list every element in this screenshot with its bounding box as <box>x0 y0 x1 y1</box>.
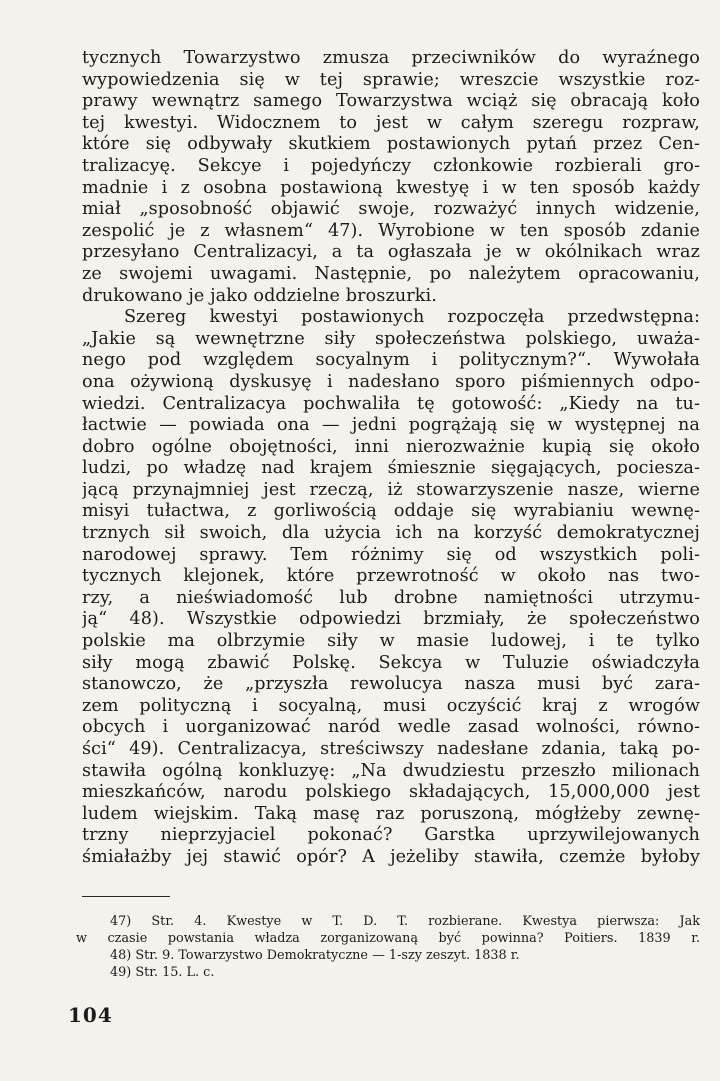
text-line: misyi tułactwa, z gorliwością oddaje się wyrabianiu wewnę- <box>82 501 700 522</box>
footnote-47-continued: w czasie powstania władza zorganizowaną być powinna? Poitiers. 1839 r. <box>76 931 700 946</box>
text-line: tycznych klejonek, które przewrotność w około nas two- <box>82 566 700 587</box>
page-number: 104 <box>68 1003 113 1027</box>
text-line: siły mogą zbawić Polskę. Sekcya w Tuluzie oświadczyła <box>82 652 700 673</box>
text-line: ona ożywioną dyskusyę i nadesłano sporo piśmiennych odpo- <box>82 371 700 392</box>
text-line: prawy wewnątrz samego Towarzystwa wciąż się obracają koło <box>82 91 700 112</box>
text-line: „Jakie są wewnętrzne siły społeczeństwa polskiego, uważa- <box>82 328 700 349</box>
footnote-separator <box>82 896 170 897</box>
text-line: narodowej sprawy. Tem różnimy się od wszystkich poli- <box>82 544 700 565</box>
text-line: miał „sposobność objawić swoje, rozważyć innych widzenie, <box>82 199 700 220</box>
text-line: polskie ma olbrzymie siły w masie ludowej, i te tylko <box>82 631 700 652</box>
footnote-48: 48) Str. 9. Towarzystwo Demokratyczne — 1-szy zeszyt. 1838 r. <box>110 948 520 963</box>
paragraph-start-line: Szereg kwestyi postawionych rozpoczęła przedwstępna: <box>124 307 700 328</box>
text-line: jącą przynajmniej jest rzeczą, iż stowarzyszenie nasze, wierne <box>82 479 700 500</box>
text-line: trzny nieprzyjaciel pokonać? Garstka uprzywilejowanych <box>82 825 700 846</box>
text-line: tycznych Towarzystwo zmusza przeciwników do wyraźnego <box>82 48 700 68</box>
text-line: tej kwestyi. Widocznem to jest w całym szeregu rozpraw, <box>82 112 700 133</box>
text-line: które się odbywały skutkiem postawionych pytań przez Cen- <box>82 134 700 155</box>
text-line: wiedzi. Centralizacya pochwaliła tę gotowość: „Kiedy na tu- <box>82 393 700 414</box>
footnote-47: 47) Str. 4. Kwestye w T. D. T. rozbierane. Kwestya pierwsza: Jak <box>110 914 700 929</box>
text-line: ludzi, po władzę nad krajem śmiesznie sięgających, pociesza- <box>82 458 700 479</box>
text-line: stanowczo, że „przyszła rewolucya nasza musi być zara- <box>82 674 700 695</box>
text-line: śmiałażby jej stawić opór? A jeżeliby stawiła, czemże byłoby <box>82 846 700 867</box>
body-text <box>82 48 700 869</box>
footnotes <box>76 913 700 981</box>
text-line: mieszkańców, narodu polskiego składających, 15,000,000 jest <box>82 782 700 803</box>
text-line: zem polityczną i socyalną, musi oczyścić kraj z wrogów <box>82 695 700 716</box>
text-line: madnie i z osobna postawioną kwestyę i w ten sposób każdy <box>82 177 700 198</box>
text-line: zespolić je z własnem“ 47). Wyrobione w ten sposób zdanie <box>82 220 700 241</box>
text-line: wypowiedzenia się w tej sprawie; wreszcie wszystkie roz- <box>82 69 700 90</box>
text-line: rzy, a nieświadomość lub drobne namiętności utrzymu- <box>82 587 700 608</box>
text-line: tralizacyę. Sekcye i pojedyńczy członkowie rozbierali gro- <box>82 155 700 176</box>
text-line: łactwie — powiada ona — jedni pogrążają się w występnej na <box>82 415 700 436</box>
text-line: ludem wiejskim. Taką masę raz poruszoną, mógłżeby zewnę- <box>82 803 700 824</box>
text-line: stawiła ogólną konkluzyę: „Na dwudziestu przeszło milionach <box>82 760 700 781</box>
text-line: dobro ogólne obojętności, inni nierozważnie kupią się około <box>82 436 700 457</box>
text-line: ści“ 49). Centralizacya, streściwszy nadesłane zdania, taką po- <box>82 739 700 759</box>
text-line: ją“ 48). Wszystkie odpowiedzi brzmiały, że społeczeństwo <box>82 609 700 630</box>
text-line: ze swojemi uwagami. Następnie, po należytem opracowaniu, <box>82 263 700 284</box>
text-line: nego pod względem socyalnym i politycznym?“. Wywołała <box>82 350 700 371</box>
text-line: drukowano je jako oddzielne broszurki. <box>82 285 437 306</box>
text-line: trznych sił swoich, dla użycia ich na korzyść demokratycznej <box>82 523 700 544</box>
text-line: obcych i uorganizować naród wedle zasad wolności, równo- <box>82 717 700 738</box>
footnote-49: 49) Str. 15. L. c. <box>110 965 215 980</box>
text-line: przesyłano Centralizacyi, a ta ogłaszała je w okólnikach wraz <box>82 242 700 263</box>
